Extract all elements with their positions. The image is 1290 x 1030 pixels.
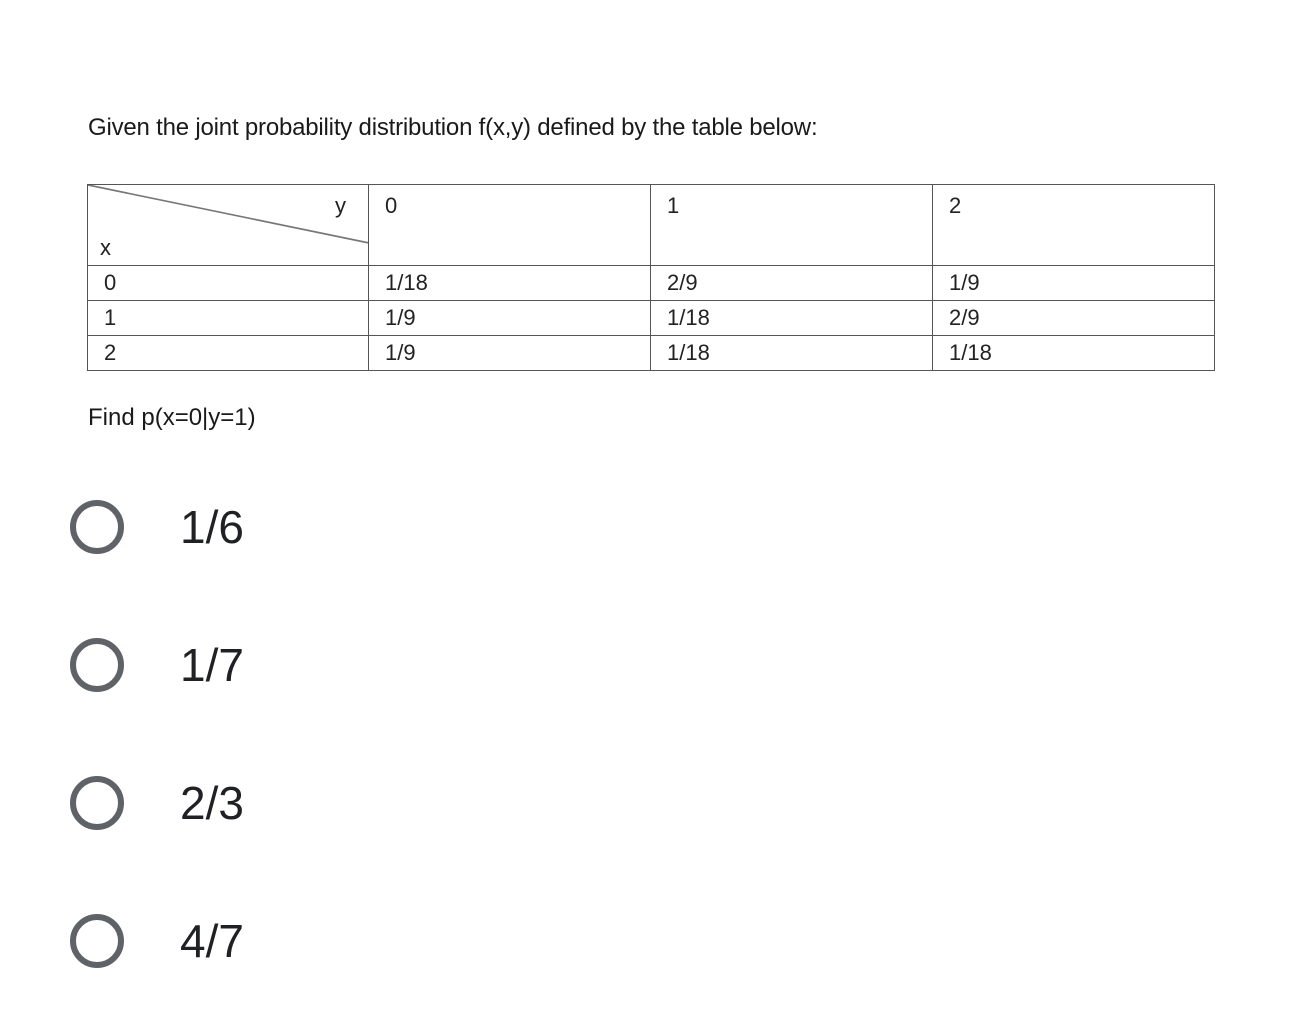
prob-cell: 1/9	[933, 266, 1215, 301]
x-value-cell: 2	[88, 336, 369, 371]
x-value-cell: 1	[88, 301, 369, 336]
answer-option-4[interactable]	[70, 914, 244, 968]
prob-cell: 1/9	[369, 301, 651, 336]
answer-option-label: 2/3	[180, 777, 244, 829]
prob-cell: 1/18	[651, 301, 933, 336]
radio-button-icon[interactable]	[70, 500, 124, 554]
y-header-0: 0	[369, 185, 651, 266]
table-row	[88, 266, 1215, 301]
table-header-row	[88, 185, 1215, 266]
answer-option-3[interactable]	[70, 776, 244, 830]
y-axis-label: y	[335, 193, 346, 218]
y-header-1: 1	[651, 185, 933, 266]
answer-option-label: 1/6	[180, 501, 244, 553]
table-row	[88, 301, 1215, 336]
diagonal-divider	[88, 185, 368, 265]
answer-option-1[interactable]	[70, 500, 244, 554]
prob-cell: 2/9	[933, 301, 1215, 336]
joint-distribution-table	[87, 184, 1215, 371]
prob-cell: 1/18	[933, 336, 1215, 371]
prob-cell: 2/9	[651, 266, 933, 301]
table-row	[88, 336, 1215, 371]
prob-cell: 1/18	[369, 266, 651, 301]
answer-option-2[interactable]	[70, 638, 244, 692]
answer-option-label: 1/7	[180, 639, 244, 691]
radio-button-icon[interactable]	[70, 776, 124, 830]
question-find: Find p(x=0|y=1)	[88, 404, 256, 431]
answer-option-label: 4/7	[180, 915, 244, 967]
table-corner-cell	[88, 185, 369, 266]
prob-cell: 1/18	[651, 336, 933, 371]
question-intro: Given the joint probability distribution f(x,y) defined by the table below:	[88, 114, 818, 141]
radio-button-icon[interactable]	[70, 914, 124, 968]
y-header-2: 2	[933, 185, 1215, 266]
prob-cell: 1/9	[369, 336, 651, 371]
x-axis-label: x	[100, 235, 111, 260]
radio-button-icon[interactable]	[70, 638, 124, 692]
x-value-cell: 0	[88, 266, 369, 301]
